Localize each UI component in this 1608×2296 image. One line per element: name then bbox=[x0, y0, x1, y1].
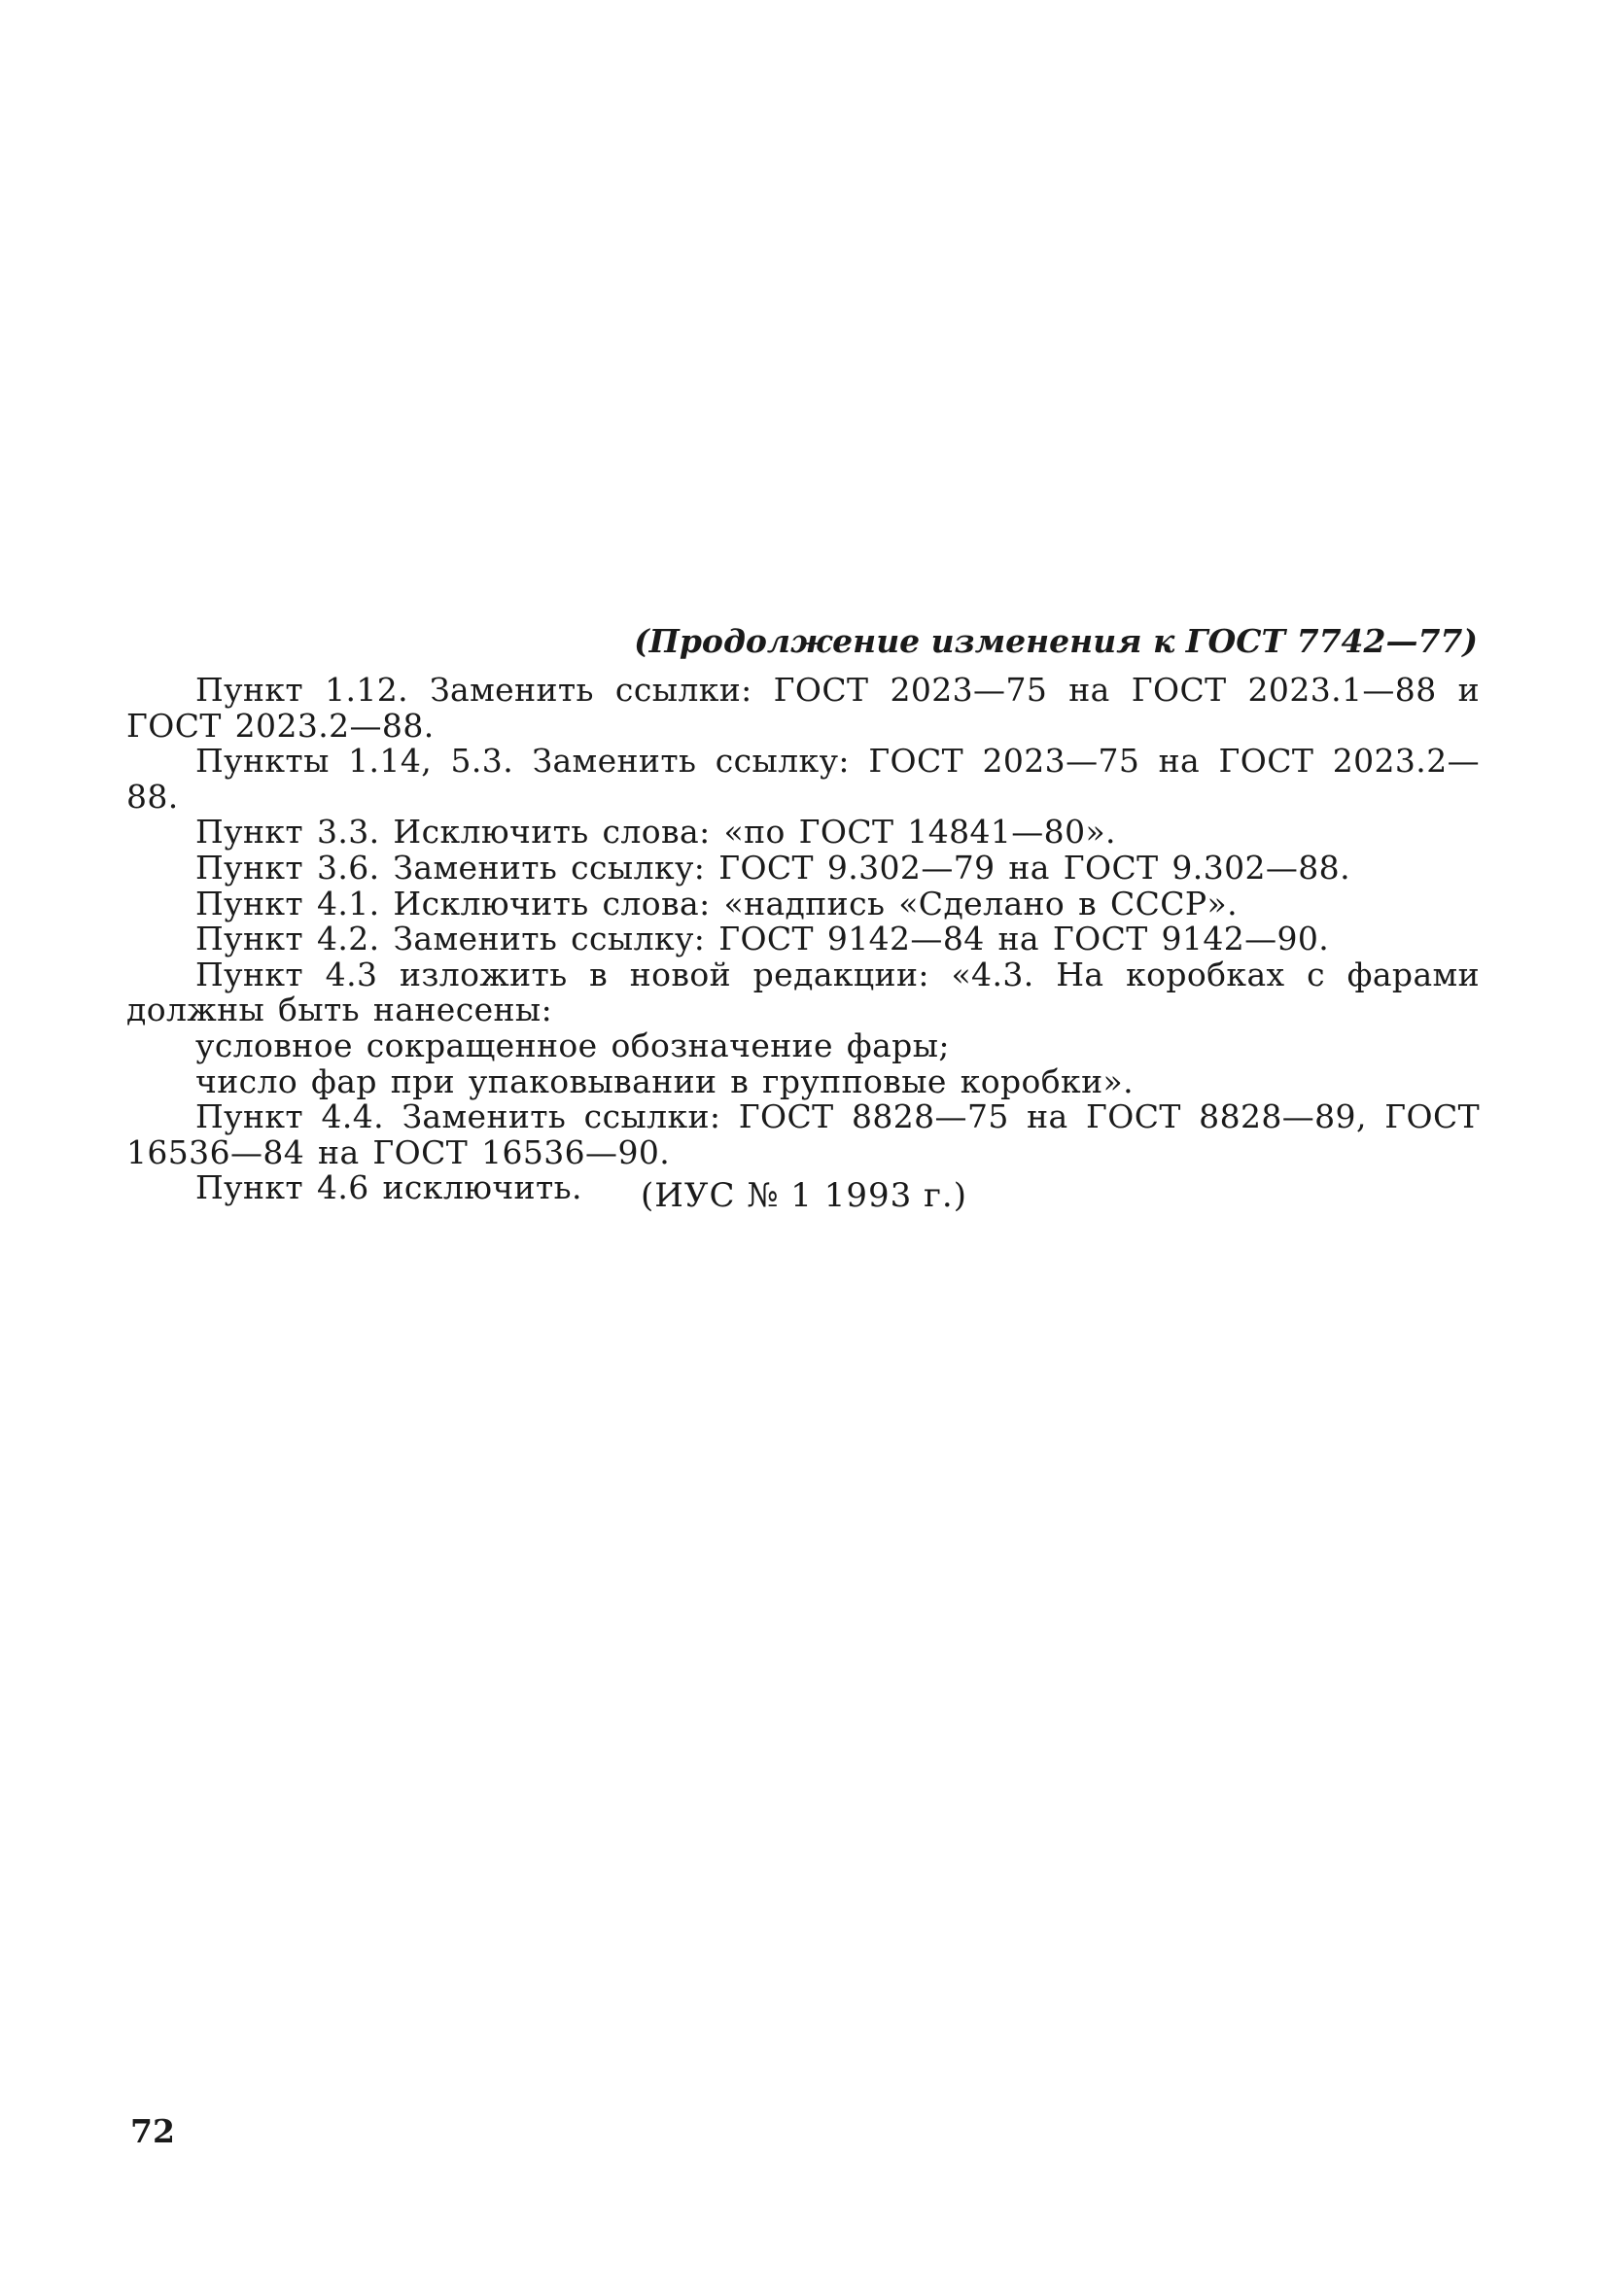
amendment-heading: (Продолжение изменения к ГОСТ 7742—77) bbox=[634, 622, 1478, 660]
paragraph-item-3-6: Пункт 3.6. Заменить ссылку: ГОСТ 9.302—79 на ГОСТ 9.302—88. bbox=[195, 848, 1350, 887]
paragraph-item-4-3-line-1: условное сокращенное обозначение фары; bbox=[195, 1026, 950, 1064]
paragraph-items-1-14-5-3: Пункты 1.14, 5.3. Заменить ссылку: ГОСТ 2023—75 на ГОСТ 2023.2—88. bbox=[126, 742, 1480, 816]
paragraph-item-4-1: Пункт 4.1. Исключить слова: «надпись «Сделано в СССР». bbox=[195, 884, 1238, 922]
amendment-body bbox=[126, 673, 1480, 1206]
paragraph-item-1-12: Пункт 1.12. Заменить ссылки: ГОСТ 2023—75 на ГОСТ 2023.1—88 и ГОСТ 2023.2—88. bbox=[126, 671, 1480, 745]
page-number: 72 bbox=[130, 2112, 175, 2150]
paragraph-item-4-3-line-2: число фар при упаковывании в групповые коробки». bbox=[195, 1061, 1134, 1100]
paragraph-item-4-4: Пункт 4.4. Заменить ссылки: ГОСТ 8828—75 на ГОСТ 8828—89, ГОСТ 16536—84 на ГОСТ 16536—90. bbox=[126, 1097, 1480, 1171]
source-citation: (ИУС № 1 1993 г.) bbox=[641, 1176, 967, 1215]
paragraph-item-3-3: Пункт 3.3. Исключить слова: «по ГОСТ 14841—80». bbox=[195, 813, 1116, 852]
paragraph-item-4-2: Пункт 4.2. Заменить ссылку: ГОСТ 9142—84 на ГОСТ 9142—90. bbox=[195, 920, 1330, 958]
paragraph-item-4-6: Пункт 4.6 исключить. bbox=[195, 1168, 582, 1207]
paragraph-item-4-3: Пункт 4.3 изложить в новой редакции: «4.3. На коробках с фарами должны быть нанесены: bbox=[126, 955, 1480, 1029]
